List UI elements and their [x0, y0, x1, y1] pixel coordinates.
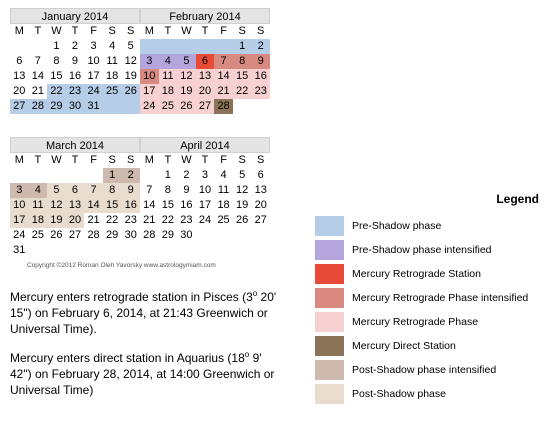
copyright-text: Copyright ©2012 Roman Oleh Yavorsky www.astrologymiam.com	[27, 262, 216, 269]
day-cell: 1	[53, 40, 60, 52]
day-cell: 10	[140, 69, 159, 84]
day-cell: 8	[233, 54, 252, 69]
day-cell: 6	[196, 54, 215, 69]
weekday-label: M	[14, 25, 24, 37]
weekday-label: S	[238, 25, 246, 37]
day-cell: 2	[121, 168, 140, 183]
day-cell: 24	[140, 99, 159, 114]
day-cell: 6	[257, 169, 264, 181]
day-cell: 18	[217, 199, 230, 211]
day-cell: 26	[177, 99, 196, 114]
day-cell: 3	[10, 183, 29, 198]
weekday-label: W	[181, 25, 192, 37]
weekday-row	[140, 24, 270, 39]
weekday-label: S	[108, 154, 116, 166]
weekday-label: F	[90, 25, 97, 37]
retrograde-note	[10, 289, 282, 337]
day-cell: 8	[53, 55, 60, 67]
day-cell	[251, 99, 270, 114]
day-cell: 5	[177, 54, 196, 69]
legend-swatch	[315, 336, 344, 356]
legend-label: Mercury Retrograde Phase	[352, 316, 479, 328]
days-grid	[140, 39, 270, 114]
day-cell: 12	[177, 69, 196, 84]
weekday-row	[140, 153, 270, 168]
day-cell: 31	[84, 99, 103, 114]
legend-label: Pre-Shadow phase intensified	[352, 244, 492, 256]
day-cell: 8	[103, 183, 122, 198]
weekday-label: S	[108, 25, 116, 37]
day-cell: 22	[106, 214, 119, 226]
day-cell: 8	[164, 184, 171, 196]
day-cell: 24	[13, 229, 26, 241]
day-cell: 26	[50, 229, 63, 241]
weekday-label: S	[127, 154, 135, 166]
day-cell: 10	[87, 55, 100, 67]
day-cell: 14	[84, 198, 103, 213]
legend-item	[315, 360, 496, 380]
day-cell: 19	[124, 70, 137, 82]
day-cell: 22	[161, 214, 174, 226]
day-cell: 9	[121, 183, 140, 198]
legend-item	[315, 312, 478, 332]
day-cell: 18	[29, 213, 48, 228]
day-cell: 7	[146, 184, 153, 196]
month-title: February 2014	[140, 8, 270, 24]
day-cell: 30	[124, 229, 137, 241]
legend-item	[315, 264, 481, 284]
day-cell: 29	[47, 99, 66, 114]
day-cell: 26	[121, 84, 140, 99]
day-cell	[103, 99, 122, 114]
retrograde-note-text-b: 20' 15") on February 6, 2014, at 21:43 Greenwich or Universal Time).	[10, 290, 277, 336]
weekday-label: W	[51, 25, 62, 37]
day-cell: 11	[217, 184, 230, 196]
day-cell: 9	[71, 55, 79, 67]
day-cell: 27	[10, 99, 29, 114]
weekday-label: T	[164, 25, 172, 37]
month-title: March 2014	[10, 137, 140, 153]
legend-label: Mercury Direct Station	[352, 340, 456, 352]
day-cell: 19	[236, 199, 249, 211]
day-cell	[121, 99, 140, 114]
day-cell: 7	[84, 183, 103, 198]
day-cell: 23	[180, 214, 193, 226]
day-cell: 30	[180, 229, 193, 241]
day-cell: 12	[47, 198, 66, 213]
day-cell: 17	[140, 84, 159, 99]
weekday-label: T	[34, 25, 42, 37]
day-cell: 3	[140, 54, 159, 69]
legend-item	[315, 288, 528, 308]
day-cell: 28	[143, 229, 156, 241]
days-grid	[10, 168, 140, 258]
legend	[315, 190, 551, 400]
day-cell: 25	[217, 214, 230, 226]
day-cell: 13	[13, 70, 26, 82]
legend-label: Post-Shadow phase intensified	[352, 364, 497, 376]
weekday-row	[10, 153, 140, 168]
legend-swatch	[315, 288, 344, 308]
day-cell: 6	[16, 55, 23, 67]
day-cell: 4	[159, 54, 178, 69]
day-cell: 7	[214, 54, 233, 69]
day-cell: 22	[47, 84, 66, 99]
day-cell: 30	[66, 99, 85, 114]
days-grid	[140, 168, 270, 243]
day-cell: 9	[251, 54, 270, 69]
day-cell: 3	[90, 40, 97, 52]
day-cell: 22	[233, 84, 252, 99]
day-cell: 21	[214, 84, 233, 99]
day-cell	[47, 168, 66, 183]
calendar-march	[10, 137, 140, 258]
weekday-label: M	[144, 25, 154, 37]
weekday-label: F	[220, 25, 227, 37]
legend-swatch	[315, 312, 344, 332]
day-cell: 4	[109, 40, 116, 52]
days-grid	[10, 39, 140, 114]
day-cell: 15	[233, 69, 252, 84]
legend-item	[315, 240, 492, 260]
weekday-label: T	[71, 25, 79, 37]
direct-note	[10, 350, 282, 398]
calendar-april	[140, 137, 270, 243]
day-cell: 18	[106, 70, 119, 82]
day-cell: 20	[13, 85, 26, 97]
day-cell: 15	[161, 199, 174, 211]
weekday-label: W	[51, 154, 62, 166]
day-cell: 13	[254, 184, 267, 196]
day-cell: 10	[10, 198, 29, 213]
day-cell	[140, 168, 159, 183]
day-cell: 16	[68, 70, 82, 82]
day-cell	[84, 168, 103, 183]
legend-swatch	[315, 240, 344, 260]
calendar-february	[140, 8, 270, 114]
weekday-label: T	[34, 154, 42, 166]
day-cell: 15	[103, 198, 122, 213]
day-cell: 1	[233, 39, 252, 54]
day-cell: 16	[180, 199, 193, 211]
direct-note-text-a: Mercury enters direct station in Aquarius (18	[10, 351, 245, 365]
day-cell: 5	[239, 169, 246, 181]
day-cell: 15	[50, 70, 63, 82]
day-cell	[196, 39, 215, 54]
day-cell: 11	[106, 55, 118, 67]
day-cell: 7	[34, 55, 41, 67]
day-cell: 14	[31, 70, 44, 82]
legend-swatch	[315, 384, 344, 404]
legend-label: Mercury Retrograde Phase intensified	[352, 292, 529, 304]
day-cell: 27	[196, 99, 215, 114]
retrograde-note-text-a: Mercury enters retrograde station in Pisces (3	[10, 290, 253, 304]
day-cell: 25	[159, 99, 178, 114]
day-cell: 24	[84, 84, 103, 99]
weekday-label: W	[181, 154, 192, 166]
day-cell: 5	[47, 183, 66, 198]
day-cell: 20	[66, 213, 85, 228]
day-cell: 10	[198, 184, 212, 196]
legend-item	[315, 384, 446, 404]
direct-note-text-b: 9' 42") on February 28, 2014, at 14:00 Greenwich or Universal Time)	[10, 351, 275, 397]
day-cell	[233, 99, 252, 114]
weekday-label: S	[257, 25, 265, 37]
day-cell: 29	[161, 229, 174, 241]
day-cell: 5	[127, 40, 134, 52]
day-cell: 27	[254, 214, 267, 226]
day-cell: 17	[87, 70, 100, 82]
day-cell: 20	[196, 84, 215, 99]
day-cell: 17	[10, 213, 29, 228]
day-cell	[159, 39, 178, 54]
day-cell: 19	[177, 84, 196, 99]
weekday-label: T	[201, 154, 209, 166]
weekday-label: S	[257, 154, 265, 166]
day-cell: 17	[198, 199, 212, 211]
day-cell: 28	[87, 229, 100, 241]
day-cell: 16	[121, 198, 140, 213]
weekday-label: M	[144, 154, 154, 166]
legend-item	[315, 336, 456, 356]
day-cell	[177, 39, 196, 54]
day-cell: 2	[251, 39, 270, 54]
legend-item	[315, 216, 441, 236]
day-cell: 2	[183, 169, 190, 181]
day-cell: 26	[236, 214, 249, 226]
weekday-row	[10, 24, 140, 39]
day-cell	[66, 168, 85, 183]
day-cell: 12	[124, 55, 137, 67]
day-cell: 14	[143, 199, 156, 211]
weekday-label: T	[71, 154, 79, 166]
month-title: January 2014	[10, 8, 140, 24]
day-cell: 23	[251, 84, 270, 99]
legend-label: Post-Shadow phase	[352, 388, 446, 400]
day-cell: 1	[103, 168, 122, 183]
weekday-label: T	[164, 154, 172, 166]
day-cell: 1	[164, 169, 171, 181]
weekday-label: S	[238, 154, 246, 166]
day-cell: 4	[29, 183, 48, 198]
day-cell: 2	[71, 40, 79, 52]
weekday-label: F	[220, 154, 227, 166]
day-cell: 13	[196, 69, 215, 84]
day-cell	[10, 39, 29, 54]
day-cell: 13	[66, 198, 85, 213]
day-cell: 27	[68, 229, 82, 241]
day-cell: 20	[254, 199, 267, 211]
day-cell: 31	[13, 244, 26, 256]
day-cell: 16	[251, 69, 270, 84]
legend-swatch	[315, 216, 344, 236]
degree-sign: o	[252, 289, 258, 298]
weekday-label: T	[201, 25, 209, 37]
day-cell: 3	[201, 169, 209, 181]
calendar-january	[10, 8, 140, 114]
legend-swatch	[315, 264, 344, 284]
day-cell: 25	[31, 229, 44, 241]
weekday-label: S	[127, 25, 135, 37]
day-cell: 23	[66, 84, 85, 99]
day-cell: 25	[103, 84, 122, 99]
legend-label: Mercury Retrograde Station	[352, 268, 481, 280]
weekday-label: F	[90, 154, 97, 166]
day-cell: 24	[198, 214, 212, 226]
day-cell: 21	[87, 214, 100, 226]
day-cell: 11	[159, 69, 178, 84]
day-cell: 19	[47, 213, 66, 228]
day-cell: 18	[159, 84, 178, 99]
legend-label: Pre-Shadow phase	[352, 220, 442, 232]
day-cell: 11	[29, 198, 48, 213]
degree-sign: o	[244, 350, 250, 359]
day-cell: 14	[214, 69, 233, 84]
day-cell	[10, 168, 29, 183]
month-title: April 2014	[140, 137, 270, 153]
day-cell: 21	[31, 85, 44, 97]
day-cell: 9	[183, 184, 190, 196]
weekday-label: M	[14, 154, 24, 166]
day-cell: 23	[124, 214, 137, 226]
day-cell	[29, 168, 48, 183]
day-cell: 29	[106, 229, 119, 241]
day-cell	[214, 39, 233, 54]
day-cell: 21	[143, 214, 156, 226]
day-cell	[29, 39, 48, 54]
legend-title: Legend	[496, 192, 539, 206]
day-cell: 28	[29, 99, 48, 114]
legend-swatch	[315, 360, 344, 380]
day-cell: 6	[66, 183, 85, 198]
day-cell: 28	[214, 99, 233, 114]
day-cell	[140, 39, 159, 54]
day-cell: 12	[236, 184, 249, 196]
day-cell: 4	[220, 169, 227, 181]
